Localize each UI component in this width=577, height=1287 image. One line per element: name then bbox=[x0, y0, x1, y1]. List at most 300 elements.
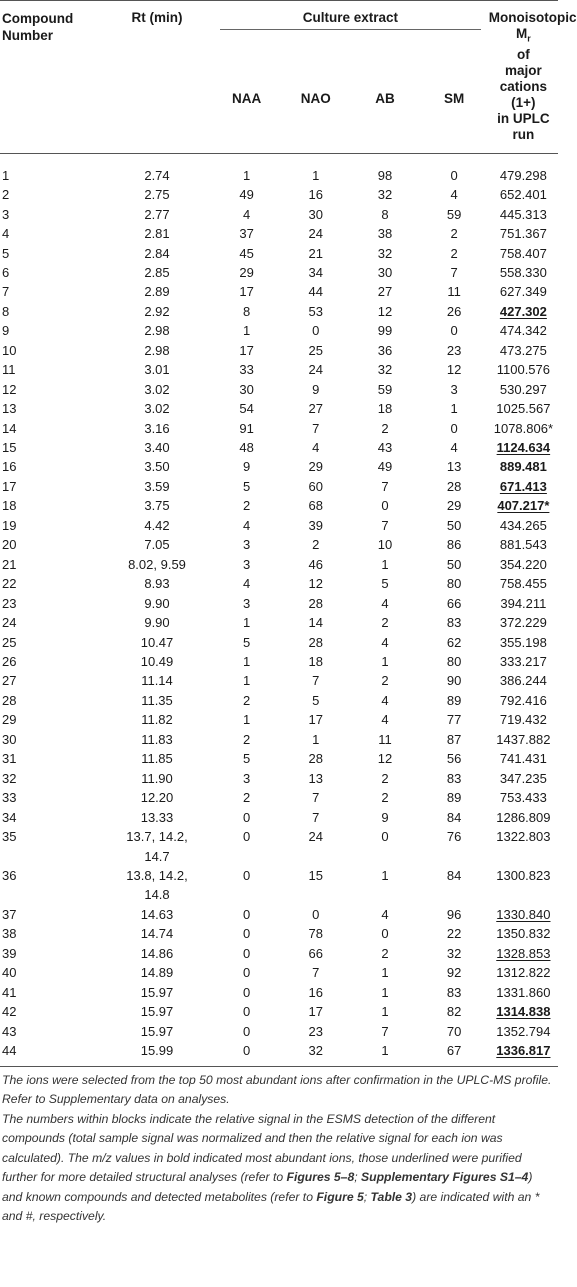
cell-sm bbox=[420, 341, 489, 360]
table-row bbox=[0, 924, 558, 943]
cell-nao bbox=[281, 263, 350, 282]
cell-naa-text: 2 bbox=[242, 731, 251, 747]
cell-sm-text: 7 bbox=[450, 264, 458, 280]
cell-nao-text: 7 bbox=[312, 790, 320, 806]
cell-nao bbox=[281, 827, 350, 866]
cell-naa-text: 4 bbox=[242, 576, 251, 592]
cell-naa bbox=[212, 594, 281, 613]
cell-sm bbox=[420, 827, 489, 866]
cell-rt-text: 3.01 bbox=[144, 362, 170, 378]
cell-naa-text: 49 bbox=[239, 187, 254, 203]
cell-naa bbox=[212, 185, 281, 204]
cell-sm-text: 4 bbox=[450, 187, 458, 203]
cell-mz-text: 434.265 bbox=[499, 517, 547, 533]
cell-compound-text: 5 bbox=[2, 245, 10, 261]
cell-ab bbox=[350, 205, 419, 224]
cell-mz-text: 792.416 bbox=[499, 692, 547, 708]
cell-sm bbox=[420, 963, 489, 982]
cell-rt bbox=[102, 749, 212, 768]
cell-compound-text: 38 bbox=[2, 926, 17, 942]
cell-mz-text: 1322.803 bbox=[496, 829, 551, 845]
cell-nao bbox=[281, 1041, 350, 1060]
mono-sub: r bbox=[527, 33, 531, 44]
cell-nao bbox=[281, 516, 350, 535]
cell-rt-text: 11.85 bbox=[141, 751, 173, 767]
cell-compound-text: 33 bbox=[2, 790, 17, 806]
cell-sm bbox=[420, 1041, 489, 1060]
table-row bbox=[0, 730, 558, 749]
cell-nao bbox=[281, 496, 350, 515]
cell-mz-text: 558.330 bbox=[499, 264, 547, 280]
cell-naa-text: 0 bbox=[242, 945, 251, 961]
table-row bbox=[0, 769, 558, 788]
cell-compound-text: 12 bbox=[2, 381, 17, 397]
cell-rt-text: 3.16 bbox=[144, 420, 170, 436]
cell-compound bbox=[0, 516, 102, 535]
cell-sm bbox=[420, 263, 489, 282]
table-row bbox=[0, 633, 558, 652]
cell-mz bbox=[489, 574, 558, 593]
cell-nao-text: 28 bbox=[308, 751, 324, 767]
cell-sm bbox=[420, 496, 489, 515]
cell-nao bbox=[281, 963, 350, 982]
cell-mz bbox=[489, 185, 558, 204]
cell-ab-text: 8 bbox=[381, 206, 389, 222]
cell-compound bbox=[0, 749, 102, 768]
cell-ab-text: 7 bbox=[381, 517, 389, 533]
cell-naa bbox=[212, 769, 281, 788]
cell-compound-text: 20 bbox=[2, 537, 17, 553]
cell-rt-text: 3.59 bbox=[144, 478, 170, 494]
cell-mz-text: 741.431 bbox=[499, 751, 547, 767]
table-row bbox=[0, 866, 558, 905]
cell-mz bbox=[489, 360, 558, 379]
cell-mz bbox=[489, 1041, 558, 1060]
cell-naa-text: 9 bbox=[242, 459, 251, 475]
cell-naa bbox=[212, 924, 281, 943]
cell-ab-text: 99 bbox=[377, 323, 393, 339]
cell-ab bbox=[350, 496, 419, 515]
cell-ab bbox=[350, 866, 419, 905]
cell-nao bbox=[281, 769, 350, 788]
cell-compound bbox=[0, 341, 102, 360]
cell-sm bbox=[420, 321, 489, 340]
cell-nao-text: 28 bbox=[308, 634, 324, 650]
cell-mz-text: 1352.794 bbox=[496, 1023, 551, 1039]
cell-compound bbox=[0, 1022, 102, 1041]
cell-mz-text: 354.220 bbox=[499, 556, 547, 572]
cell-naa-text: 2 bbox=[242, 498, 251, 514]
cell-rt bbox=[102, 710, 212, 729]
cell-rt-text: 2.92 bbox=[144, 303, 170, 319]
cell-compound-text: 34 bbox=[2, 809, 17, 825]
cell-mz-text: 1312.822 bbox=[496, 965, 551, 981]
table-row bbox=[0, 263, 558, 282]
cell-compound-text: 37 bbox=[2, 906, 17, 922]
cell-mz bbox=[489, 652, 558, 671]
cell-naa-text: 2 bbox=[242, 790, 251, 806]
footnote-2-ref-supp: Supplementary Figures S1–4 bbox=[361, 1170, 529, 1185]
cell-rt bbox=[102, 652, 212, 671]
cell-ab bbox=[350, 710, 419, 729]
cell-mz-text: 1286.809 bbox=[496, 809, 551, 825]
cell-mz bbox=[489, 321, 558, 340]
footnote-2-text-c: ; bbox=[354, 1170, 362, 1185]
cell-ab-text: 2 bbox=[381, 945, 389, 961]
cell-naa bbox=[212, 788, 281, 807]
cell-nao-text: 7 bbox=[312, 965, 320, 981]
header-rt: Rt (min) bbox=[131, 10, 183, 25]
cell-naa-text: 45 bbox=[239, 245, 254, 261]
cell-sm-text: 70 bbox=[446, 1023, 462, 1039]
cell-mz bbox=[489, 282, 558, 301]
cell-ab-text: 2 bbox=[381, 673, 389, 689]
table-row bbox=[0, 205, 558, 224]
cell-rt-text: 12.20 bbox=[140, 790, 174, 806]
cell-rt bbox=[102, 1022, 212, 1041]
header-nao: NAO bbox=[300, 90, 331, 106]
cell-mz bbox=[489, 341, 558, 360]
cell-nao-text: 7 bbox=[312, 673, 320, 689]
table-row bbox=[0, 963, 558, 982]
cell-nao-text: 0 bbox=[312, 323, 320, 339]
cell-sm bbox=[420, 153, 489, 185]
cell-nao-text: 39 bbox=[308, 517, 324, 533]
cell-mz bbox=[489, 555, 558, 574]
cell-mz-text: 394.211 bbox=[500, 595, 547, 611]
cell-compound bbox=[0, 983, 102, 1002]
header-culture-extract bbox=[212, 1, 489, 79]
cell-mz bbox=[489, 380, 558, 399]
cell-naa-text: 8 bbox=[242, 303, 251, 319]
cell-compound-text: 13 bbox=[2, 401, 17, 417]
cell-nao bbox=[281, 360, 350, 379]
cell-mz-text: 1350.832 bbox=[496, 926, 551, 942]
cell-sm bbox=[420, 808, 489, 827]
cell-compound bbox=[0, 613, 102, 632]
cell-ab bbox=[350, 153, 419, 185]
cell-compound-text: 41 bbox=[2, 984, 17, 1000]
cell-mz bbox=[489, 827, 558, 866]
cell-sm bbox=[420, 516, 489, 535]
cell-rt-text: 7.05 bbox=[144, 537, 170, 553]
cell-compound-text: 1 bbox=[2, 167, 10, 183]
cell-sm-text: 77 bbox=[446, 712, 462, 728]
cell-naa bbox=[212, 457, 281, 476]
cell-ab bbox=[350, 963, 419, 982]
cell-nao bbox=[281, 671, 350, 690]
cell-compound-text: 39 bbox=[2, 945, 17, 961]
cell-rt-text: 11.82 bbox=[141, 712, 173, 728]
table-row bbox=[0, 905, 558, 924]
cell-sm bbox=[420, 477, 489, 496]
cell-naa bbox=[212, 555, 281, 574]
cell-rt bbox=[102, 282, 212, 301]
cell-naa bbox=[212, 983, 281, 1002]
cell-sm-text: 0 bbox=[450, 167, 458, 183]
cell-sm-text: 83 bbox=[446, 984, 462, 1000]
cell-naa-text: 1 bbox=[242, 712, 251, 728]
cell-rt bbox=[102, 321, 212, 340]
cell-naa-text: 3 bbox=[242, 537, 251, 553]
cell-mz-text: 758.407 bbox=[499, 245, 547, 261]
cell-rt-text: 3.50 bbox=[144, 459, 170, 475]
cell-ab-text: 2 bbox=[381, 770, 389, 786]
cell-nao-text: 7 bbox=[312, 809, 320, 825]
cell-naa-text: 48 bbox=[239, 440, 254, 456]
cell-nao bbox=[281, 321, 350, 340]
cell-rt bbox=[102, 769, 212, 788]
cell-mz bbox=[489, 1022, 558, 1041]
cell-naa bbox=[212, 613, 281, 632]
cell-sm bbox=[420, 360, 489, 379]
cell-compound bbox=[0, 477, 102, 496]
footnote-2-ref-figure5: Figure 5 bbox=[316, 1189, 364, 1204]
table-row bbox=[0, 185, 558, 204]
table-row bbox=[0, 1002, 558, 1021]
footnote-2-text-e: ) and known compounds and detected metabolites (refer to bbox=[2, 1170, 533, 1204]
cell-ab-text: 9 bbox=[381, 809, 389, 825]
header-sm: SM bbox=[444, 90, 465, 106]
cell-sm-text: 66 bbox=[446, 595, 462, 611]
cell-sm-text: 89 bbox=[446, 692, 462, 708]
cell-nao-text: 46 bbox=[308, 556, 324, 572]
cell-ab bbox=[350, 594, 419, 613]
cell-rt-text: 4.42 bbox=[144, 517, 170, 533]
cell-rt bbox=[102, 594, 212, 613]
cell-ab bbox=[350, 633, 419, 652]
cell-naa bbox=[212, 419, 281, 438]
cell-naa bbox=[212, 263, 281, 282]
cell-naa-text: 0 bbox=[242, 1023, 251, 1039]
cell-rt bbox=[102, 263, 212, 282]
cell-nao bbox=[281, 905, 350, 924]
cell-rt bbox=[102, 302, 212, 321]
cell-rt bbox=[102, 360, 212, 379]
cell-nao bbox=[281, 302, 350, 321]
cell-rt bbox=[102, 808, 212, 827]
cell-ab-text: 38 bbox=[377, 226, 393, 242]
cell-mz bbox=[489, 263, 558, 282]
cell-nao bbox=[281, 808, 350, 827]
cell-nao-text: 25 bbox=[308, 342, 324, 358]
cell-mz-text: 1314.838 bbox=[496, 1004, 551, 1020]
cell-compound bbox=[0, 1002, 102, 1021]
cell-rt-text: 9.90 bbox=[144, 615, 170, 631]
cell-mz-text: 1025.567 bbox=[496, 401, 551, 417]
table-row bbox=[0, 438, 558, 457]
cell-compound-text: 19 bbox=[2, 517, 17, 533]
table-row bbox=[0, 302, 558, 321]
cell-compound-text: 24 bbox=[2, 615, 17, 631]
cell-naa bbox=[212, 1041, 281, 1060]
cell-ab bbox=[350, 282, 419, 301]
cell-mz bbox=[489, 1002, 558, 1021]
cell-mz-text: 386.244 bbox=[499, 673, 547, 689]
cell-sm bbox=[420, 244, 489, 263]
cell-mz-text: 881.543 bbox=[499, 537, 547, 553]
table-row bbox=[0, 671, 558, 690]
table-row bbox=[0, 827, 558, 866]
cell-nao-text: 29 bbox=[308, 459, 324, 475]
cell-mz bbox=[489, 769, 558, 788]
cell-nao bbox=[281, 477, 350, 496]
cell-mz-text: 474.342 bbox=[499, 323, 547, 339]
cell-mz bbox=[489, 944, 558, 963]
cell-sm bbox=[420, 788, 489, 807]
cell-mz bbox=[489, 749, 558, 768]
cell-mz bbox=[489, 399, 558, 418]
cell-mz bbox=[489, 710, 558, 729]
cell-sm bbox=[420, 457, 489, 476]
cell-naa-text: 91 bbox=[239, 420, 254, 436]
cell-rt bbox=[102, 924, 212, 943]
cell-nao bbox=[281, 535, 350, 554]
cell-ab bbox=[350, 477, 419, 496]
cell-compound-text: 40 bbox=[2, 965, 17, 981]
cell-rt bbox=[102, 788, 212, 807]
cell-naa-text: 0 bbox=[242, 926, 251, 942]
cell-naa-text: 2 bbox=[242, 692, 251, 708]
cell-mz bbox=[489, 477, 558, 496]
cell-sm-text: 56 bbox=[446, 751, 462, 767]
cell-compound-text: 27 bbox=[2, 673, 17, 689]
cell-compound bbox=[0, 360, 102, 379]
cell-sm bbox=[420, 983, 489, 1002]
cell-sm bbox=[420, 730, 489, 749]
cell-compound-text: 6 bbox=[2, 264, 10, 280]
header-compound-number: Compound Number bbox=[2, 11, 74, 43]
cell-ab bbox=[350, 671, 419, 690]
cell-rt bbox=[102, 905, 212, 924]
cell-ab bbox=[350, 185, 419, 204]
cell-rt-text: 9.90 bbox=[144, 595, 170, 611]
cell-naa-text: 54 bbox=[239, 401, 254, 417]
cell-sm bbox=[420, 944, 489, 963]
cell-mz bbox=[489, 516, 558, 535]
cell-compound-text: 30 bbox=[2, 731, 17, 747]
cell-nao bbox=[281, 574, 350, 593]
cell-rt bbox=[102, 691, 212, 710]
cell-naa bbox=[212, 730, 281, 749]
cell-rt-text: 11.14 bbox=[141, 673, 173, 689]
cell-sm-text: 90 bbox=[446, 673, 462, 689]
cell-sm bbox=[420, 671, 489, 690]
cell-mz bbox=[489, 983, 558, 1002]
cell-rt-text: 2.98 bbox=[144, 342, 170, 358]
cell-compound-text: 22 bbox=[2, 576, 17, 592]
cell-mz-text: 347.235 bbox=[499, 770, 547, 786]
cell-naa-text: 0 bbox=[242, 906, 251, 922]
cell-sm bbox=[420, 924, 489, 943]
cell-ab bbox=[350, 360, 419, 379]
cell-sm bbox=[420, 282, 489, 301]
cell-sm-text: 26 bbox=[446, 303, 462, 319]
cell-naa bbox=[212, 963, 281, 982]
cell-mz bbox=[489, 153, 558, 185]
cell-naa bbox=[212, 905, 281, 924]
cell-sm-text: 92 bbox=[446, 965, 462, 981]
cell-ab-text: 7 bbox=[381, 478, 389, 494]
cell-rt-text: 2.84 bbox=[144, 245, 170, 261]
cell-compound bbox=[0, 282, 102, 301]
cell-ab bbox=[350, 788, 419, 807]
table-row bbox=[0, 808, 558, 827]
cell-rt-text: 15.97 bbox=[140, 1004, 174, 1020]
cell-nao-text: 15 bbox=[308, 868, 324, 883]
cell-naa-text: 0 bbox=[242, 809, 251, 825]
cell-rt bbox=[102, 983, 212, 1002]
cell-sm-text: 59 bbox=[446, 206, 462, 222]
cell-sm-text: 84 bbox=[446, 809, 462, 825]
cell-rt-text: 13.7, 14.2, 14.7 bbox=[126, 829, 188, 864]
cell-mz-text: 652.401 bbox=[499, 187, 547, 203]
cell-compound bbox=[0, 963, 102, 982]
cell-naa-text: 1 bbox=[242, 167, 251, 183]
cell-ab bbox=[350, 419, 419, 438]
cell-ab bbox=[350, 944, 419, 963]
cell-rt bbox=[102, 516, 212, 535]
cell-sm-text: 2 bbox=[450, 245, 458, 261]
cell-naa bbox=[212, 944, 281, 963]
cell-ab bbox=[350, 652, 419, 671]
cell-naa bbox=[212, 827, 281, 866]
cell-mz bbox=[489, 419, 558, 438]
footnote-2-text-a: The numbers within blocks indicate the relative signal in the ESMS detection of the different compounds (total sample signal was normalized and then the relative signal for each ion was calculated). The m/z values in bold indicated most abundant ions, those underlined were purified further for more detailed structural analyses (refer to bbox=[2, 1111, 522, 1185]
mono-line2: of bbox=[517, 46, 530, 62]
cell-nao bbox=[281, 1022, 350, 1041]
cell-nao bbox=[281, 1002, 350, 1021]
cell-mz-text: 627.349 bbox=[499, 284, 547, 300]
table-row bbox=[0, 153, 558, 185]
cell-sm bbox=[420, 419, 489, 438]
cell-ab bbox=[350, 321, 419, 340]
cell-sm-text: 11 bbox=[447, 284, 461, 300]
cell-compound-text: 7 bbox=[2, 284, 10, 300]
cell-rt bbox=[102, 866, 212, 905]
cell-sm-text: 29 bbox=[446, 498, 462, 514]
cell-sm-text: 3 bbox=[450, 381, 458, 397]
table-row bbox=[0, 380, 558, 399]
cell-nao-text: 21 bbox=[308, 245, 324, 261]
cell-naa bbox=[212, 710, 281, 729]
cell-ab bbox=[350, 263, 419, 282]
cell-compound-text: 25 bbox=[2, 634, 17, 650]
cell-naa bbox=[212, 224, 281, 243]
header-naa: NAA bbox=[231, 90, 262, 106]
cell-rt-text: 3.40 bbox=[144, 440, 170, 456]
table-row bbox=[0, 710, 558, 729]
cell-ab bbox=[350, 691, 419, 710]
table-row bbox=[0, 788, 558, 807]
cell-mz-text: 372.229 bbox=[499, 615, 547, 631]
cell-mz bbox=[489, 866, 558, 905]
table-row bbox=[0, 613, 558, 632]
cell-mz-text: 753.433 bbox=[499, 790, 547, 806]
cell-mz-text: 479.298 bbox=[499, 167, 547, 183]
cell-nao bbox=[281, 555, 350, 574]
table-row bbox=[0, 691, 558, 710]
cell-rt-text: 11.83 bbox=[141, 731, 173, 747]
cell-ab bbox=[350, 1022, 419, 1041]
cell-nao-text: 23 bbox=[308, 1023, 324, 1039]
cell-sm bbox=[420, 438, 489, 457]
cell-naa bbox=[212, 302, 281, 321]
table-row bbox=[0, 321, 558, 340]
cell-rt-text: 3.02 bbox=[144, 381, 170, 397]
cell-sm-text: 4 bbox=[450, 440, 458, 456]
cell-sm bbox=[420, 555, 489, 574]
